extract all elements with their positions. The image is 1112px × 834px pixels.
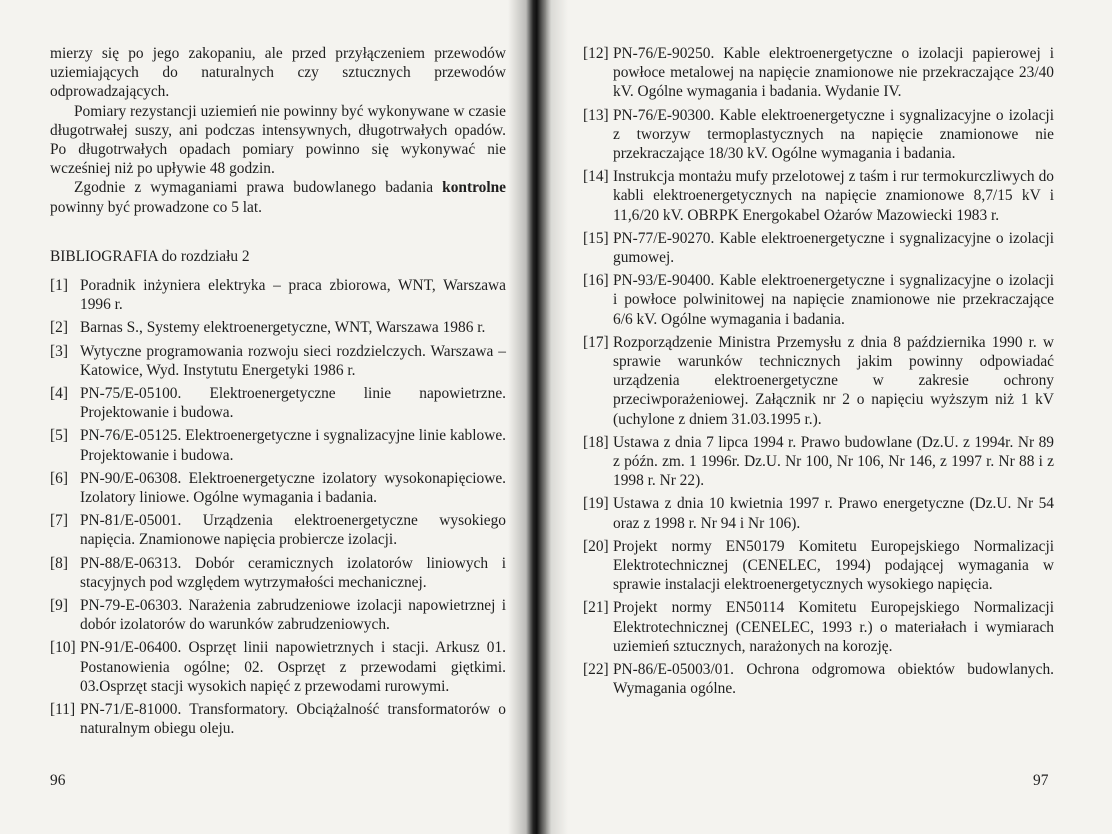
entry-text: PN-86/E-05003/01. Ochrona odgromowa obiektów budowlanych. Wymagania ogólne. [613, 661, 1054, 698]
entry-text: PN-71/E-81000. Transformatory. Obciążalność transformatorów o naturalnym obiegu oleju. [80, 701, 506, 738]
entry-text: Ustawa z dnia 10 kwietnia 1997 r. Prawo energetyczne (Dz.U. Nr 54 oraz z 1998 r. Nr 94 i Nr 106). [613, 495, 1054, 532]
bibliography-entry [583, 167, 1054, 225]
bibliography-entry [583, 598, 1054, 656]
entry-number: [8] [50, 554, 68, 572]
entry-number: [12] [583, 45, 609, 62]
entry-number: [10] [50, 639, 76, 657]
entry-text: Barnas S., Systemy elektroenergetyczne, WNT, Warszawa 1986 r. [80, 319, 486, 337]
bibliography-entry [583, 537, 1054, 595]
bibliography-entry [50, 276, 506, 314]
entry-text: Rozporządzenie Ministra Przemysłu z dnia 8 października 1990 r. w sprawie warunków technicznych jakim powinny odpowiadać urządzenia elektroenergetyczne w zakresie ochrony przeciwporażeniowej. Załącznik nr 2 o napięciu wyższym niż 1 kV (uchylone z dniem 31.03.1995 r.). [613, 333, 1054, 428]
bibliography-entry [50, 638, 506, 696]
bibliography-entry [50, 469, 506, 507]
left-text-column [50, 44, 506, 743]
page-number-left: 96 [50, 772, 66, 789]
bibliography-entry [583, 106, 1054, 164]
bibliography-heading: BIBLIOGRAFIA do rozdziału 2 [50, 247, 250, 265]
bold-term: kontrolne [442, 179, 506, 197]
paragraph-measurement-conditions: Pomiary rezystancji uziemień nie powinny być wykonywane w czasie długotrwałej suszy, ani podczas intensywnych, długotrwałych opadów. Po długotrwałych opadach pomiary powinno się wykonywać nie wcześniej niż po upływie 48 godzin. [50, 102, 506, 178]
entry-text: PN-76/E-90250. Kable elektroenergetyczne o izolacji papierowej i powłoce metalowej na napięcie znamionowe nie przekraczające 23/40 kV. Ogólne wymagania i badania. Wydanie IV. [613, 45, 1054, 101]
left-page [0, 0, 530, 834]
entry-text: PN-88/E-06313. Dobór ceramicznych izolatorów liniowych i stacyjnych pod względem wytrzymałości mechanicznej. [80, 554, 506, 591]
bibliography-entry [50, 700, 506, 738]
entry-number: [17] [583, 333, 609, 351]
entry-number: [4] [50, 385, 68, 403]
bibliography-entry [583, 44, 1054, 102]
entry-text: PN-75/E-05100. Elektroenergetyczne linie napowietrzne. Projektowanie i budowa. [80, 385, 506, 422]
entry-number: [1] [50, 277, 68, 295]
entry-number: [22] [583, 661, 609, 679]
bibliography-entry [583, 271, 1054, 329]
paragraph-inspection-text-a: Zgodnie z wymaganiami prawa budowlanego badania [74, 179, 443, 197]
entry-number: [5] [50, 427, 68, 445]
page-number-right: 97 [1033, 772, 1049, 789]
bibliography-entry [50, 511, 506, 549]
bibliography-entry [50, 384, 506, 422]
entry-text: PN-91/E-06400. Osprzęt linii napowietrznych i stacji. Arkusz 01. Postanowienia ogólne; 02. Osprzęt z przewodami giętkimi. 03.Osprzęt stacji wysokich napięć z przewodami rurowymi. [80, 639, 506, 695]
entry-text: Projekt normy EN50114 Komitetu Europejskiego Normalizacji Elektrotechnicznej (CENELEC, 1993 r.) o materiałach i wymiarach uziemień sztucznych, narażonych na korozję. [613, 599, 1054, 655]
entry-text: PN-77/E-90270. Kable elektroenergetyczne i sygnalizacyjne o izolacji gumowej. [613, 229, 1054, 267]
entry-number: [6] [50, 469, 68, 487]
paragraph-inspection-interval [50, 178, 506, 216]
entry-text: PN-79-E-06303. Narażenia zabrudzeniowe izolacji napowietrznej i dobór izolatorów do warunków zabrudzeniowych. [80, 597, 506, 634]
paragraph-inspection-text-b: powinny być prowadzone co 5 lat. [50, 198, 262, 216]
entry-text: Ustawa z dnia 7 lipca 1994 r. Prawo budowlane (Dz.U. z 1994r. Nr 89 z późn. zm. 1 1996r. Dz.U. Nr 100, Nr 106, Nr 146, z 1997 r. Nr 88 i z 1998 r. Nr 22). [613, 433, 1054, 490]
entry-text: Projekt normy EN50179 Komitetu Europejskiego Normalizacji Elektrotechnicznej (CENELEC, 1994) podającej wymagania w sprawie instalacji elektroenergetycznych wysokiego napięcia. [613, 537, 1054, 594]
bibliography-entry [50, 554, 506, 592]
paragraph-continuation: mierzy się po jego zakopaniu, ale przed przyłączeniem przewodów uziemiających do naturalnych czy sztucznych przewodów odprowadzających. [50, 45, 506, 101]
entry-number: [11] [50, 701, 76, 719]
entry-number: [16] [583, 272, 609, 290]
entry-number: [2] [50, 319, 68, 337]
entry-number: [7] [50, 512, 68, 530]
entry-number: [21] [583, 599, 609, 617]
entry-text: Wytyczne programowania rozwoju sieci rozdzielczych. Warszawa – Katowice, Wyd. Instytutu Energetyki 1986 r. [80, 342, 506, 379]
entry-text: Poradnik inżyniera elektryka – praca zbiorowa, WNT, Warszawa 1996 r. [80, 277, 506, 314]
bibliography-entry [50, 426, 506, 464]
entry-text: PN-93/E-90400. Kable elektroenergetyczne i sygnalizacyjne o izolacji i powłoce polwinitowej na napięcie znamionowe nie przekraczające 6/6 kV. Ogólne wymagania i badania. [613, 272, 1054, 328]
entry-number: [9] [50, 597, 68, 615]
bibliography-entry [583, 660, 1054, 698]
bibliography-entry [50, 342, 506, 380]
entry-number: [20] [583, 537, 609, 555]
entry-number: [3] [50, 342, 68, 360]
right-text-column [583, 44, 1054, 703]
bibliography-entry [583, 333, 1054, 429]
entry-text: PN-76/E-90300. Kable elektroenergetyczne i sygnalizacyjne o izolacji z tworzyw termoplastycznych na napięcie znamionowe nie przekraczające 18/30 kV. Ogólne wymagania i badania. [613, 106, 1054, 163]
bibliography-entry [583, 433, 1054, 491]
bibliography-entry [583, 494, 1054, 532]
entry-number: [18] [583, 433, 609, 451]
entry-number: [15] [583, 229, 609, 247]
entry-text: PN-81/E-05001. Urządzenia elektroenergetyczne wysokiego napięcia. Znamionowe napięcia probiercze izolacji. [80, 512, 506, 549]
entry-number: [14] [583, 168, 609, 186]
entry-text: Instrukcja montażu mufy przelotowej z taśm i rur termokurczliwych do kabli elektroenergetycznych na napięcie znamionowe 8,7/15 kV i 11,6/20 kV. OBRPK Energokabel Ożarów Mazowiecki 1983 r. [613, 168, 1054, 224]
entry-text: PN-76/E-05125. Elektroenergetyczne i sygnalizacyjne linie kablowe. Projektowanie i budowa. [80, 427, 506, 464]
entry-number: [13] [583, 106, 609, 124]
bibliography-entry [583, 229, 1054, 267]
right-page [546, 0, 1112, 834]
bibliography-entry [50, 318, 506, 337]
entry-number: [19] [583, 495, 609, 513]
entry-text: PN-90/E-06308. Elektroenergetyczne izolatory wysokonapięciowe. Izolatory liniowe. Ogólne wymagania i badania. [80, 469, 506, 507]
bibliography-entry [50, 596, 506, 634]
book-gutter-shadow [508, 0, 568, 834]
